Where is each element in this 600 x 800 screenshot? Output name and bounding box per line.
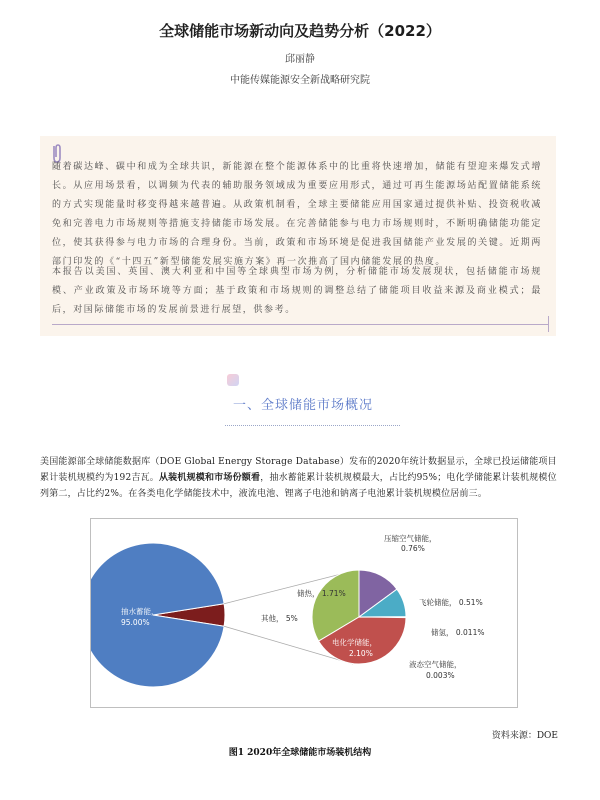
page-title: 全球储能市场新动向及趋势分析（2022） <box>159 22 441 40</box>
label-thermal: 储热， 1.71% <box>297 589 346 598</box>
author-name: 邱丽静 <box>285 54 315 65</box>
source-note: 资料来源：DOE <box>491 731 558 741</box>
label-electrochemical-value: 2.10% <box>349 649 373 658</box>
label-hydrogen: 储氢， 0.011% <box>431 628 485 637</box>
pie-chart <box>90 518 518 708</box>
pie-chart-canvas <box>91 519 517 707</box>
body-text-bold: 从装机规模和市场份额看 <box>158 473 261 483</box>
abstract-box <box>40 136 556 336</box>
label-pumped-hydro-name: 抽水蓄能， <box>121 607 159 616</box>
abstract-divider <box>52 324 548 325</box>
abstract-paragraph-1: 随着碳达峰、碳中和成为全球共识，新能源在整个能源体系中的比重将快速增加，储能有望迎来爆发式增长。从应用场景看，以调频为代表的辅助服务领域成为重要应用形式，通过可再生能源场站配置储能系统的方式实现能量时移变得越来越普遍。从政策机制看，全球主要储能应用国家通过提供补贴、投资税收减免和完善电力市场规则等措施支持储能市场发展。在完善储能参与电力市场规则时，不断明确储能功能定位，使其获得参与电力市场的合理身份。当前，政策和市场环境是促进我国储能产业发展的关键。近期两部门印发的《“十四五”新型储能发展实施方案》再一次推高了国内储能发展的热度。 <box>52 162 542 267</box>
figure-caption: 图1 2020年全球储能市场装机结构 <box>228 748 372 758</box>
body-text-part-2: ，抽水蓄能累计装机规模最大，占比约95%；电化学储能累计装机规模位列第二，占比约2%。在各类电化学储能技术中，液流电池、锂离子电池和钠离子电池累计装机规模位居前三。 <box>40 473 557 499</box>
label-pumped-hydro-value: 95.00% <box>121 618 150 627</box>
label-liquid-air-value: 0.003% <box>426 671 455 680</box>
section-heading: 一、全球储能市场概况 <box>233 398 374 413</box>
label-other: 其他， 5% <box>261 614 298 623</box>
abstract-divider-tick <box>548 316 549 332</box>
label-flywheel: 飞轮储能， 0.51% <box>419 598 483 607</box>
section-underline <box>225 425 400 426</box>
label-electrochemical-name: 电化学储能， <box>332 638 377 647</box>
organization-name: 中能传媒能源安全新战略研究院 <box>230 75 370 86</box>
body-text-part-1: 美国能源部全球储能数据库（DOE Global Energy Storage Database）发布的2020年统计数据显示，全球已投运储能项目累计装机规模约为192吉瓦。 <box>40 457 557 483</box>
abstract-paragraph-2: 本报告以美国、英国、澳大利亚和中国等全球典型市场为例，分析储能市场发展现状，包括储能市场规模、产业政策及市场环境等方面；基于政策和市场规则的调整总结了储能项目收益来源及商业模式；最后，对国际储能市场的发展前景进行展望，供参考。 <box>52 267 542 315</box>
label-caes-name: 压缩空气储能， <box>384 534 437 543</box>
label-caes-value: 0.76% <box>401 544 425 553</box>
label-liquid-air-name: 液态空气储能， <box>409 660 462 669</box>
section-decoration-icon <box>227 374 239 386</box>
body-paragraph <box>40 454 558 502</box>
